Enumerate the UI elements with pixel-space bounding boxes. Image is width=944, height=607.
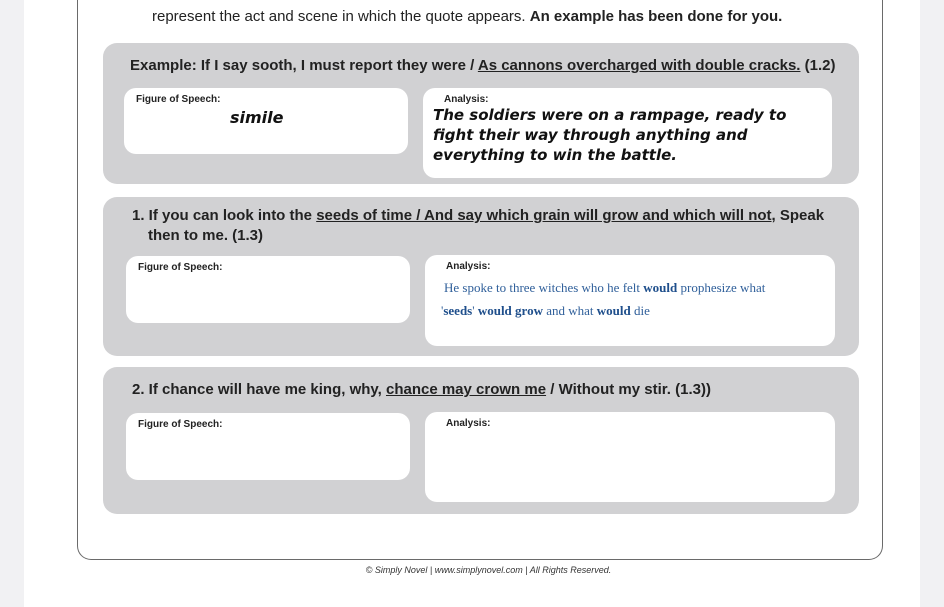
question-1-answer-line2: 'seeds' would grow and what would die xyxy=(441,303,650,318)
question-2-analysis-box[interactable] xyxy=(425,412,835,502)
analysis-label: Analysis: xyxy=(444,94,489,105)
question-1-analysis-box[interactable] xyxy=(425,255,835,346)
analysis-label: Analysis: xyxy=(446,261,491,272)
question-1-underlined: seeds of time / And say which grain will grow and which will not xyxy=(316,207,772,224)
question-1-panel xyxy=(103,197,859,356)
example-panel xyxy=(103,43,859,184)
question-2-figure-box[interactable] xyxy=(126,413,410,480)
instructions-bold: An example has been done for you. xyxy=(529,8,783,25)
example-figure-value: simile xyxy=(230,108,284,127)
figure-label: Figure of Speech: xyxy=(138,262,223,273)
figure-label: Figure of Speech: xyxy=(136,94,221,105)
question-1-text: 1. If you can look into the seeds of time / And say which grain will grow and which will not, Speak then to me. (1.3) xyxy=(132,207,825,244)
question-1-answer-line1: He spoke to three witches who he felt would prophesize what xyxy=(444,280,766,295)
example-quote: Example: If I say sooth, I must report they were / As cannons overcharged with double cracks. (1.2) xyxy=(130,57,836,74)
instructions-text: represent the act and scene in which the quote appears. xyxy=(152,8,526,25)
question-2-panel xyxy=(103,367,859,514)
instructions-line xyxy=(152,6,852,28)
question-2-text: 2. If chance will have me king, why, chance may crown me / Without my stir. (1.3)) xyxy=(132,381,711,398)
example-analysis-box xyxy=(423,88,832,178)
copyright-footer: © Simply Novel | www.simplynovel.com | All Rights Reserved. xyxy=(365,565,612,575)
example-underlined: As cannons overcharged with double cracks. xyxy=(477,57,801,74)
analysis-label: Analysis: xyxy=(446,418,491,429)
question-1-figure-box[interactable] xyxy=(126,256,410,323)
example-figure-box xyxy=(124,88,408,154)
figure-label: Figure of Speech: xyxy=(138,419,223,430)
instructions xyxy=(152,0,852,38)
example-analysis-value: The soldiers were on a rampage, ready to fight their way through anything and everything to win the battle. xyxy=(433,106,787,164)
question-2-underlined: chance may crown me xyxy=(385,381,547,398)
instructions-line-cut xyxy=(152,0,852,4)
